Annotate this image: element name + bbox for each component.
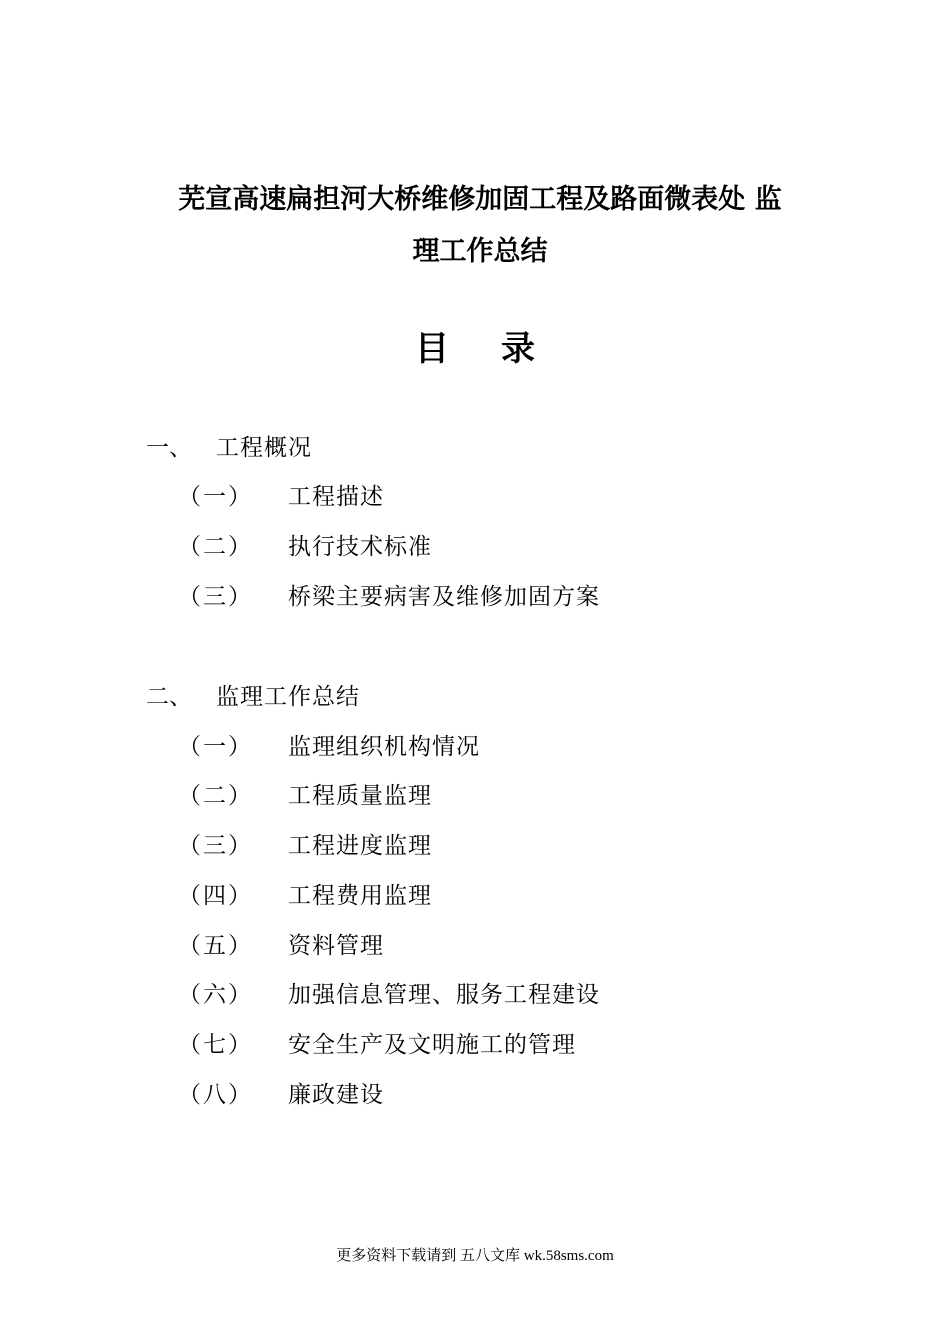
toc-item-number: （八） xyxy=(178,1082,253,1108)
toc-item-title: 执行技术标准 xyxy=(288,534,432,560)
toc-item-number: （二） xyxy=(178,783,253,809)
toc-item-title: 工程费用监理 xyxy=(288,883,432,909)
toc-item-title: 安全生产及文明施工的管理 xyxy=(288,1032,576,1058)
toc-item-number: （一） xyxy=(178,484,253,510)
footer-text: 更多资料下载请到 五八文库 wk.58sms.com xyxy=(336,1248,614,1264)
document-title-line-2: 理工作总结 xyxy=(412,236,548,267)
toc-item-number: （六） xyxy=(178,982,253,1008)
toc-item-number: （二） xyxy=(178,534,253,560)
toc-item-title: 加强信息管理、服务工程建设 xyxy=(288,982,600,1008)
toc-item-number: （三） xyxy=(178,833,253,859)
toc-section-number: 二、 xyxy=(146,684,192,710)
toc-item-title: 监理组织机构情况 xyxy=(288,734,480,760)
toc-section-title: 监理工作总结 xyxy=(216,684,360,710)
toc-item-title: 资料管理 xyxy=(288,933,384,959)
toc-section-number: 一、 xyxy=(146,435,192,461)
toc-item-number: （三） xyxy=(178,584,253,610)
toc-item-number: （七） xyxy=(178,1032,253,1058)
toc-heading: 目录 xyxy=(415,329,587,369)
toc-item-number: （五） xyxy=(178,933,253,959)
toc-item-title: 工程描述 xyxy=(288,484,384,510)
toc-item-number: （一） xyxy=(178,734,253,760)
document-title xyxy=(150,174,810,278)
toc-item-number: （四） xyxy=(178,883,253,909)
toc-section-title: 工程概况 xyxy=(216,435,312,461)
document-title-line-1: 芜宣高速扁担河大桥维修加固工程及路面微表处 监 xyxy=(178,184,782,215)
toc-item-title: 工程进度监理 xyxy=(288,833,432,859)
toc-item-title: 廉政建设 xyxy=(288,1082,384,1108)
toc-item-title: 桥梁主要病害及维修加固方案 xyxy=(288,584,600,610)
toc-item-title: 工程质量监理 xyxy=(288,783,432,809)
